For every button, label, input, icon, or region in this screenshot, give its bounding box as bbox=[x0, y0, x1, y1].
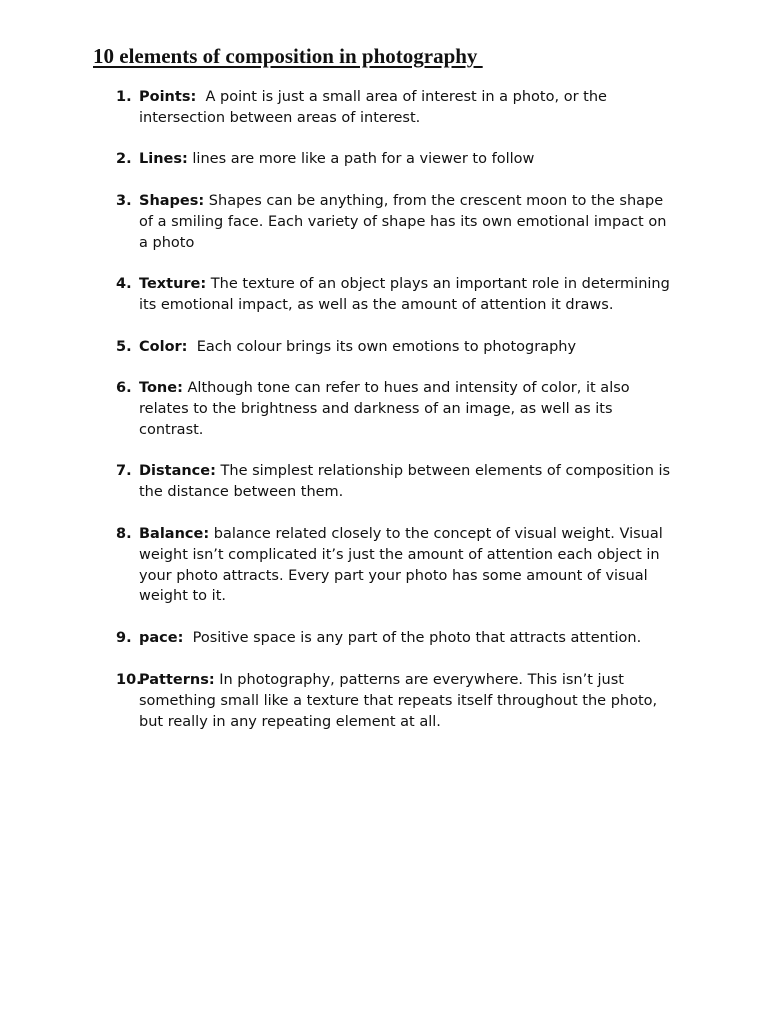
item-text-line: the distance between them. bbox=[139, 483, 344, 500]
item-number: 4. bbox=[116, 276, 132, 292]
item-text-line: balance related closely to the concept of visual weight. Visual bbox=[209, 526, 663, 542]
item-number: 6. bbox=[116, 380, 132, 396]
item-content bbox=[139, 87, 684, 129]
item-label: Points: bbox=[139, 89, 197, 105]
item-content bbox=[139, 670, 684, 732]
item-label: pace: bbox=[139, 630, 184, 646]
item-text-line: of a smiling face. Each variety of shape has its own emotional impact on bbox=[139, 213, 667, 230]
item-text-line: A point is just a small area of interest in a photo, or the bbox=[196, 89, 607, 105]
item-number: 7. bbox=[116, 463, 132, 479]
item-content bbox=[139, 524, 684, 607]
item-label: Color: bbox=[139, 339, 188, 355]
item-label: Balance: bbox=[139, 526, 210, 542]
item-text-line: its emotional impact, as well as the amount of attention it draws. bbox=[139, 296, 614, 313]
item-text-line: Shapes can be anything, from the crescent moon to the shape bbox=[204, 193, 664, 209]
item-number: 5. bbox=[116, 339, 132, 355]
item-content bbox=[139, 149, 684, 170]
item-text-line: Positive space is any part of the photo that attracts attention. bbox=[183, 630, 642, 646]
item-text-line: The texture of an object plays an important role in determining bbox=[206, 276, 670, 292]
item-number: 3. bbox=[116, 193, 132, 209]
item-number: 9. bbox=[116, 630, 132, 646]
item-label: Distance: bbox=[139, 463, 216, 479]
item-text-line: your photo attracts. Every part your photo has some amount of visual bbox=[139, 567, 648, 584]
item-text-line: but really in any repeating element at all. bbox=[139, 713, 441, 730]
item-text-line: relates to the brightness and darkness of an image, as well as its bbox=[139, 400, 613, 417]
item-number: 8. bbox=[116, 526, 132, 542]
item-text-line: Although tone can refer to hues and intensity of color, it also bbox=[182, 380, 630, 396]
item-text-line: The simplest relationship between elements of composition is bbox=[215, 463, 671, 479]
item-label: Patterns: bbox=[139, 672, 215, 688]
item-label: Tone: bbox=[139, 380, 183, 396]
item-text-line: lines are more like a path for a viewer to follow bbox=[187, 151, 535, 167]
item-label: Shapes: bbox=[139, 193, 205, 209]
document-title: 10 elements of composition in photography bbox=[93, 44, 483, 68]
item-text-line: contrast. bbox=[139, 421, 204, 438]
item-text-line: weight to it. bbox=[139, 588, 226, 605]
item-content bbox=[139, 378, 684, 440]
item-content bbox=[139, 337, 684, 358]
item-text-line: a photo bbox=[139, 234, 195, 251]
item-number: 2. bbox=[116, 151, 132, 167]
item-label: Texture: bbox=[139, 276, 207, 292]
item-content bbox=[139, 191, 684, 253]
item-text-line: Each colour brings its own emotions to photography bbox=[187, 339, 577, 355]
item-content bbox=[139, 274, 684, 316]
item-text-line: intersection between areas of interest. bbox=[139, 109, 421, 126]
item-text-line: weight isn’t complicated it’s just the amount of attention each object in bbox=[139, 546, 660, 563]
item-content bbox=[139, 461, 684, 503]
item-number: 10. bbox=[116, 672, 142, 688]
item-text-line: In photography, patterns are everywhere. This isn’t just bbox=[214, 672, 624, 688]
item-number: 1. bbox=[116, 89, 132, 105]
item-text-line: something small like a texture that repeats itself throughout the photo, bbox=[139, 692, 658, 709]
item-content bbox=[139, 628, 684, 649]
item-label: Lines: bbox=[139, 151, 188, 167]
